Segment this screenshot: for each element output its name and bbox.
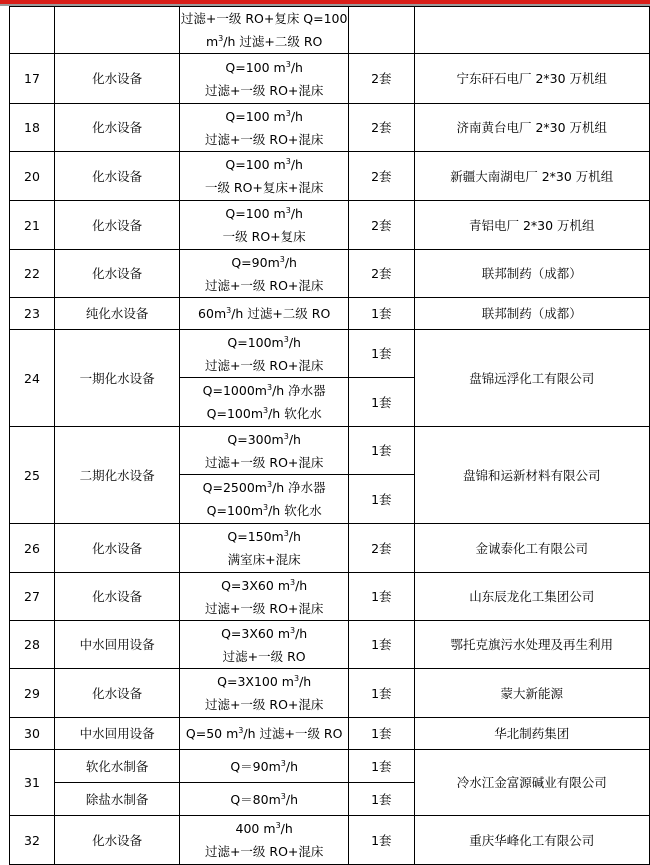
- spec-line: $m^3/h$ 过滤+二级 RO: [205, 33, 323, 49]
- cell-spec: [180, 201, 349, 250]
- table-row: [10, 298, 650, 330]
- spec-line: 一级 RO+复床: [222, 229, 306, 244]
- spec-line: $Q=90m^3/h$: [231, 254, 297, 270]
- cell-client: 宁东矸石电厂 2*30 万机组: [414, 54, 649, 104]
- cell-no: 32: [10, 816, 55, 865]
- cell-no: 30: [10, 718, 55, 750]
- cell-no: 18: [10, 104, 55, 152]
- cell-client: 盘锦和运新材料有限公司: [414, 427, 649, 524]
- cell-client: 联邦制药（成都）: [414, 298, 649, 330]
- cell-equipment: 化水设备: [54, 54, 179, 104]
- spec-line: 400 $m^3/h$: [235, 820, 293, 836]
- cell-spec: [180, 104, 349, 152]
- spec-line: 过滤+一级 RO+混床: [204, 131, 324, 147]
- table-row: [10, 718, 650, 750]
- cell-spec: [180, 152, 349, 201]
- cell-equipment: 化水设备: [54, 524, 179, 573]
- spec-line: 满室床+混床: [227, 552, 301, 567]
- cell-equipment: 二期化水设备: [54, 427, 179, 524]
- cell-client: 鄂托克旗污水处理及再生利用: [414, 621, 649, 669]
- spec-line: Q=50 $m^3/h$ 过滤+一级 RO: [185, 725, 343, 741]
- cell-no: 20: [10, 152, 55, 201]
- spec-line: 过滤+一级 RO: [222, 648, 306, 664]
- cell-spec: [180, 669, 349, 718]
- spec-line: 一级 RO+复床+混床: [204, 180, 324, 195]
- cell-equipment: 化水设备: [54, 669, 179, 718]
- spec-line: 过滤+一级 RO+混床: [204, 697, 324, 712]
- cell-spec: [180, 54, 349, 104]
- spec-line: $Q=90m^3/h$: [230, 758, 298, 774]
- cell-no: 29: [10, 669, 55, 718]
- cell-qty: 1套: [349, 750, 414, 783]
- spec-line: $Q=100m^3/h$: [227, 334, 301, 350]
- spec-line: $Q=100m^3/h$ 软化水: [206, 502, 322, 518]
- cell-client: 山东辰龙化工集团公司: [414, 573, 649, 621]
- cell-client: 华北制药集团: [414, 718, 649, 750]
- cell-no: 23: [10, 298, 55, 330]
- cell-qty: 1套: [349, 816, 414, 865]
- spec-line: $Q=300m^3/h$: [227, 431, 301, 447]
- cell-equipment: 一期化水设备: [54, 330, 179, 427]
- cell-spec: [180, 378, 349, 427]
- cell-qty: 2套: [349, 54, 414, 104]
- cell-spec: [180, 427, 349, 475]
- cell-client: 金诚泰化工有限公司: [414, 524, 649, 573]
- spec-line: Q=3X100 $m^3/h$: [217, 673, 312, 689]
- cell-equipment: 化水设备: [54, 816, 179, 865]
- cell-equipment: 化水设备: [54, 201, 179, 250]
- spec-line: Q=100 $m^3/h$: [225, 156, 303, 172]
- cell-client: 联邦制药（成都）: [414, 250, 649, 298]
- spec-line: 过滤+一级 RO+混床: [204, 357, 324, 373]
- cell-qty: 1套: [349, 298, 414, 330]
- table-row: [10, 152, 650, 201]
- equipment-table: [9, 6, 650, 865]
- cell-client: 盘锦远浮化工有限公司: [414, 330, 649, 427]
- cell-qty: 1套: [349, 669, 414, 718]
- cell-client: 冷水江金富源碱业有限公司: [414, 750, 649, 816]
- spec-line: 过滤+一级 RO+复床 Q=100: [180, 11, 348, 26]
- table-row: [10, 427, 650, 475]
- cell-no: 26: [10, 524, 55, 573]
- spec-line: 过滤+一级 RO+混床: [204, 844, 324, 859]
- cell-no: 25: [10, 427, 55, 524]
- cell-qty: 2套: [349, 152, 414, 201]
- table-row: [10, 104, 650, 152]
- cell-no: 31: [10, 750, 55, 816]
- cell-equipment: 化水设备: [54, 104, 179, 152]
- cell-equipment: 软化水制备: [54, 750, 179, 783]
- cell-spec: [180, 816, 349, 865]
- spec-line: $60m^3/h$ 过滤+二级 RO: [198, 305, 331, 321]
- cell-no: 27: [10, 573, 55, 621]
- cell-equipment: 纯化水设备: [54, 298, 179, 330]
- table-row: [10, 54, 650, 104]
- spec-line: 过滤+一级 RO+混床: [204, 277, 324, 293]
- cell-qty: 1套: [349, 378, 414, 427]
- cell-equipment: 化水设备: [54, 573, 179, 621]
- cell-qty: 1套: [349, 573, 414, 621]
- cell-qty: 2套: [349, 524, 414, 573]
- spec-line: $Q=2500m^3/h$ 净水器: [202, 479, 326, 495]
- cell-qty: 1套: [349, 330, 414, 378]
- spec-line: Q=100 $m^3/h$: [225, 108, 303, 124]
- spec-line: 过滤+一级 RO+混床: [204, 600, 324, 616]
- cell-client: [414, 7, 649, 54]
- cell-qty: 1套: [349, 621, 414, 669]
- cell-client: 青铝电厂 2*30 万机组: [414, 201, 649, 250]
- cell-no: 28: [10, 621, 55, 669]
- cell-spec: [180, 524, 349, 573]
- spec-line: 过滤+一级 RO+混床: [204, 82, 324, 98]
- spec-line: 过滤+一级 RO+混床: [204, 454, 324, 470]
- table-row: [10, 621, 650, 669]
- cell-client: 新疆大南湖电厂 2*30 万机组: [414, 152, 649, 201]
- cell-spec: [180, 7, 349, 54]
- cell-qty: 2套: [349, 201, 414, 250]
- spec-line: Q=100 $m^3/h$: [225, 205, 303, 221]
- table-row: [10, 201, 650, 250]
- table-row: [10, 524, 650, 573]
- cell-no: 24: [10, 330, 55, 427]
- cell-spec: [180, 621, 349, 669]
- cell-equipment: 中水回用设备: [54, 621, 179, 669]
- cell-client: 蒙大新能源: [414, 669, 649, 718]
- cell-qty: 1套: [349, 475, 414, 524]
- cell-equipment: 除盐水制备: [54, 783, 179, 816]
- cell-equipment: [54, 7, 179, 54]
- cell-spec: [180, 250, 349, 298]
- spec-line: Q=3X60 $m^3/h$: [221, 577, 308, 593]
- table-row: [10, 669, 650, 718]
- cell-no: 21: [10, 201, 55, 250]
- cell-client: 济南黄台电厂 2*30 万机组: [414, 104, 649, 152]
- cell-spec: [180, 718, 349, 750]
- spec-line: $Q=1000m^3/h$ 净水器: [202, 382, 326, 398]
- cell-spec: [180, 573, 349, 621]
- spec-line: $Q=150m^3/h$: [227, 528, 301, 544]
- cell-equipment: 化水设备: [54, 152, 179, 201]
- cell-spec: [180, 330, 349, 378]
- cell-no: 22: [10, 250, 55, 298]
- table-row: [10, 816, 650, 865]
- spec-line: $Q=80m^3/h$: [230, 791, 298, 807]
- spec-line: $Q=100m^3/h$ 软化水: [206, 405, 322, 421]
- cell-qty: 2套: [349, 104, 414, 152]
- cell-no: 17: [10, 54, 55, 104]
- cell-spec: [180, 475, 349, 524]
- cell-equipment: 化水设备: [54, 250, 179, 298]
- spec-line: Q=3X60 $m^3/h$: [221, 625, 308, 641]
- table-row: [10, 250, 650, 298]
- cell-qty: 2套: [349, 250, 414, 298]
- cell-client: 重庆华峰化工有限公司: [414, 816, 649, 865]
- cell-spec: [180, 298, 349, 330]
- table-row: [10, 330, 650, 378]
- cell-spec: [180, 750, 349, 783]
- table-row: [10, 573, 650, 621]
- cell-qty: [349, 7, 414, 54]
- cell-no: [10, 7, 55, 54]
- table-row: [10, 750, 650, 783]
- cell-qty: 1套: [349, 783, 414, 816]
- table-row: [10, 7, 650, 54]
- cell-qty: 1套: [349, 427, 414, 475]
- spec-line: Q=100 $m^3/h$: [225, 59, 303, 75]
- cell-equipment: 中水回用设备: [54, 718, 179, 750]
- cell-qty: 1套: [349, 718, 414, 750]
- cell-spec: [180, 783, 349, 816]
